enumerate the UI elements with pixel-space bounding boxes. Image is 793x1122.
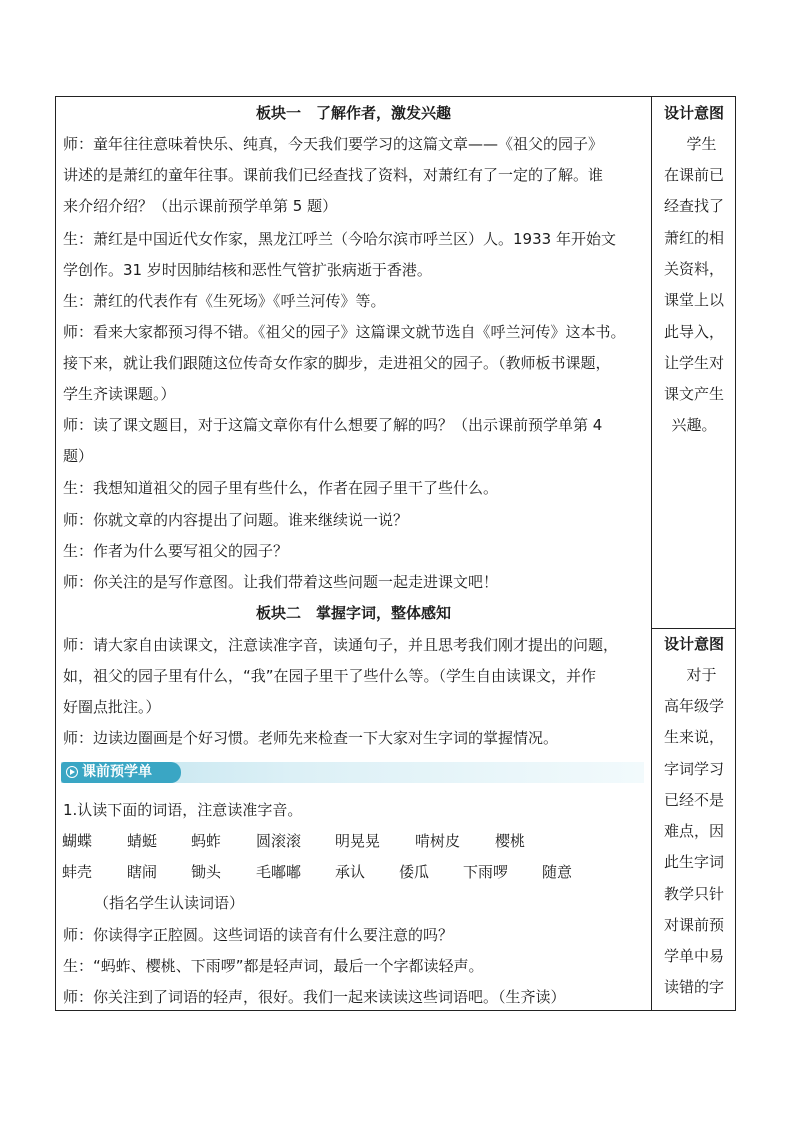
s2-line-4: 师：边读边圈画是个好习惯。老师先来检查一下大家对生字词的掌握情况。 [63,729,559,747]
s1-line-9: 学生齐读课题。） [63,385,176,403]
side-line: 高年级学 [663,697,724,715]
word: 毛嘟嘟 [256,863,302,881]
word: 承认 [335,863,366,881]
s1-line-14: 生：作者为什么要写祖父的园子？ [63,542,289,560]
s1-line-3: 来介绍介绍？（出示课前预学单第 5 题） [63,197,338,215]
side-line: 经查找了 [663,197,724,215]
s1-line-6: 生：萧红的代表作有《生死场》《呼兰河传》等。 [63,292,386,310]
side-row-divider [651,628,735,629]
s2-after-line-2: 生：“蚂蚱、樱桃、下雨啰”都是轻声词，最后一个字都读轻声。 [63,957,484,975]
side-line: 读错的字 [663,978,724,996]
side-line: 学单中易 [663,947,724,965]
s2-line-1: 师：请大家自由读课文，注意读准字音，读通句子，并且思考我们刚才提出的问题， [63,636,619,654]
lesson-table [55,96,736,1011]
word: 倭瓜 [399,863,430,881]
s1-line-5: 学创作。31 岁时因肺结核和恶性气管扩张病逝于香港。 [63,261,432,279]
side-line: 兴趣。 [671,416,717,434]
s1-line-15: 师：你关注的是写作意图。让我们带着这些问题一起走进课文吧！ [63,573,499,591]
s1-line-2: 讲述的是萧红的童年往事。课前我们已经查找了资料，对萧红有了一定的了解。谁 [63,166,604,184]
word: 随意 [542,863,573,881]
design-intent-title: 设计意图 [663,104,724,122]
side-line: 生来说， [663,728,724,746]
side-line: 教学只针 [663,885,724,903]
design-intent-title: 设计意图 [663,635,724,653]
word: 锄头 [191,863,222,881]
side-line: 字词学习 [663,760,724,778]
s2-line-2: 如，祖父的园子里有什么，“我”在园子里干了些什么等。（学生自由读课文，并作 [63,667,597,685]
side-line: 对于 [671,666,717,684]
word: 明晃晃 [335,832,381,850]
section2-heading: 板块二 掌握字词，整体感知 [255,604,451,622]
side-line: 课堂上以 [663,291,724,309]
word: 蝴蝶 [62,832,93,850]
s1-line-11: 题） [63,447,94,465]
side-line: 课文产生 [663,385,724,403]
side-line: 此导入， [663,323,724,341]
s2-after-line-3: 师：你关注到了词语的轻声，很好。我们一起来读读这些词语吧。（生齐读） [63,988,566,1006]
s1-line-10: 师：读了课文题目，对于这篇文章你有什么想要了解的吗？（出示课前预学单第 4 [63,416,603,434]
side-line: 在课前已 [663,166,724,184]
s1-line-1: 师：童年往往意味着快乐、纯真，今天我们要学习的这篇文章——《祖父的园子》 [63,135,604,153]
word: 樱桃 [495,832,526,850]
word: 瞎闹 [127,863,158,881]
side-line: 难点，因 [663,822,724,840]
side-line: 关资料， [663,260,724,278]
s1-line-4: 生：萧红是中国近代女作家，黑龙江呼兰（今哈尔滨市呼兰区）人。1933 年开始文 [63,230,616,248]
teacher-note: （指名学生认读词语） [94,894,245,912]
side-line: 萧红的相 [663,229,724,247]
side-line: 已经不是 [663,791,724,809]
exercise-title: 1.认读下面的词语，注意读准字音。 [63,801,303,819]
side-line: 对课前预 [663,916,724,934]
section1-heading: 板块一 了解作者，激发兴趣 [255,104,451,122]
s1-line-8: 接下来，就让我们跟随这位传奇女作家的脚步，走进祖父的园子。（教师板书课题， [63,354,611,372]
play-circle-icon [66,766,78,778]
word: 蚂蚱 [191,832,222,850]
pre-study-banner [61,762,644,783]
side-line: 此生字词 [663,853,724,871]
pre-study-tag [61,762,181,783]
side-line: 让学生对 [663,354,724,372]
s2-after-line-1: 师：你读得字正腔圆。这些词语的读音有什么要注意的吗？ [63,926,454,944]
word: 啃树皮 [415,832,461,850]
word: 蚌壳 [62,863,93,881]
s2-line-3: 好圈点批注。） [63,698,161,716]
word: 蜻蜓 [127,832,158,850]
banner-label: 课前预学单 [82,764,152,780]
s1-line-12: 生：我想知道祖父的园子里有些什么，作者在园子里干了些什么。 [63,479,499,497]
word: 下雨啰 [463,863,509,881]
s1-line-13: 师：你就文章的内容提出了问题。谁来继续说一说？ [63,511,409,529]
s1-line-7: 师：看来大家都预习得不错。《祖父的园子》这篇课文就节选自《呼兰河传》这本书。 [63,323,626,341]
side-line: 学生 [671,135,717,153]
word: 圆滚滚 [256,832,302,850]
